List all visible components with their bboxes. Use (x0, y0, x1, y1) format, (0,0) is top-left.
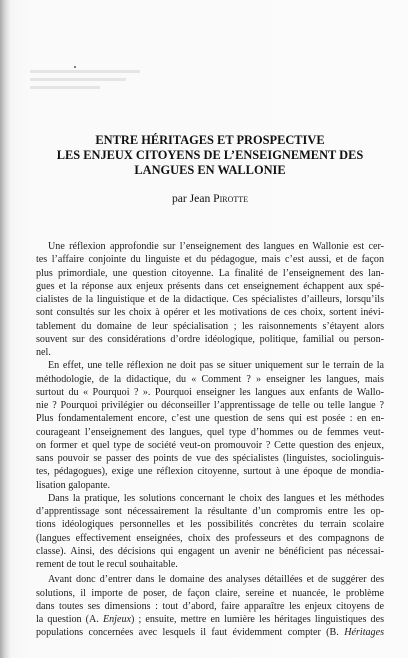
text-line: nie ? Pourquoi privilégier ou déconseiller l’apprentissage de telle ou telle langue ? (36, 400, 384, 411)
text-line: souvent sur des considérations d’ordre idéologique, politique, familial ou person- (36, 333, 384, 345)
text-line: on former et quel type de société veut-on promouvoir ? Cette question des enjeux, (36, 439, 384, 451)
title-line-1: ENTRE HÉRITAGES ET PROSPECTIVE (95, 133, 325, 147)
text-line: nel. (36, 347, 51, 358)
text-run: la question (A. (36, 614, 103, 625)
author-prefix: par Jean (171, 192, 214, 205)
title-line-3: LANGUES EN WALLONIE (134, 163, 286, 177)
text-line: tes l’affaire conjointe du linguiste et du pédagogue, mais c’est aussi, et de façon (36, 254, 384, 266)
text-line: En effet, une telle réflexion ne doit pas se situer uniquement sur le terrain de la (48, 360, 384, 372)
text-line: sans pouvoir se passer des points de vue des spécialistes (linguistes, sociolinguis- (36, 453, 384, 464)
text-line (36, 613, 384, 626)
binding-shadow (0, 0, 10, 658)
text-line: Avant donc d’entrer dans le domaine des analyses détaillées et de suggérer des (48, 574, 384, 586)
italic-run: Héritages (344, 627, 384, 639)
text-line: (langues effectivement enseignées, choix des professeurs et des compagnons de (36, 532, 384, 544)
paragraph-2 (36, 359, 384, 492)
author-byline (40, 192, 380, 205)
text-line: classe). Ainsi, des décisions qui engagent un avenir ne bénéficient pas nécessai- (36, 545, 384, 557)
italic-run: Enjeux (102, 614, 131, 625)
text-line (36, 626, 384, 639)
text-line: solutions, il importe de poser, de façon claire, sereine et nuancée, le problème (36, 587, 384, 599)
text-line: méthodologie, de la didactique, du « Comment ? » enseigner les langues, mais (36, 373, 384, 385)
dust-speck (74, 66, 76, 68)
text-line: surtout du « Pourquoi ? ». Pourquoi enseigner les langues aux enfants de Wallo- (36, 386, 384, 398)
paragraph-3 (36, 492, 384, 572)
text-line: lisation galopante. (36, 479, 111, 491)
text-run: ) ; ensuite, mettre en lumière les héritages linguistiques des (131, 614, 384, 625)
text-line: tions idéologiques personnelles et les possibilités concrètes du terrain scolaire (36, 519, 384, 531)
text-line: courageant l’enseignement des langues, quel type d’hommes ou de femmes veut- (36, 426, 384, 438)
text-line: Plus fondamentalement encore, c’est une question de sens qui est posée : en en- (36, 413, 384, 425)
text-line: gues et la réponse aux enjeux présents dans cet enseignement échappent aux spé- (36, 280, 384, 292)
text-line: sont consultés sur les choix à opérer et les motivations de ces choix, sortent inévi- (36, 307, 384, 319)
author-surname: Pirotte (213, 192, 249, 205)
text-line: rement de tout le recul souhaitable. (36, 559, 178, 570)
text-line: tablement du domaine de leur spécialisation ; les raisonnements s’étayent alors (36, 320, 384, 332)
paragraph-1 (36, 240, 384, 359)
text-line: dans toutes ses dimensions : tout d’abord, faire apparaître les enjeux citoyens de (36, 600, 384, 612)
text-line: Une réflexion approfondie sur l’enseignement des langues en Wallonie est cer- (48, 241, 384, 252)
text-line: plus primordiale, une question citoyenne. La finalité de l’enseignement des lan- (36, 267, 384, 279)
show-through-text (30, 70, 150, 100)
text-line: Dans la pratique, les solutions concernant le choix des langues et les méthodes (48, 492, 384, 504)
text-line: d’apprentissage sont nécessairement la résultante d’un compromis entre les op- (36, 506, 384, 517)
article-body (36, 240, 384, 640)
text-line: tes, pédagogues), exige une réflexion citoyenne, surtout à une époque de mondia- (36, 466, 384, 478)
text-run: populations concernées avec lesquels il faut évidemment compter (B. (36, 627, 345, 639)
paragraph-4 (36, 573, 384, 639)
text-line: cialistes de la linguistique et de la didactique. Ces spécialistes d’ailleurs, lorsqu’ils (36, 294, 384, 305)
article-title (40, 133, 380, 178)
title-line-2: LES ENJEUX CITOYENS DE L’ENSEIGNEMENT DES (56, 148, 364, 162)
